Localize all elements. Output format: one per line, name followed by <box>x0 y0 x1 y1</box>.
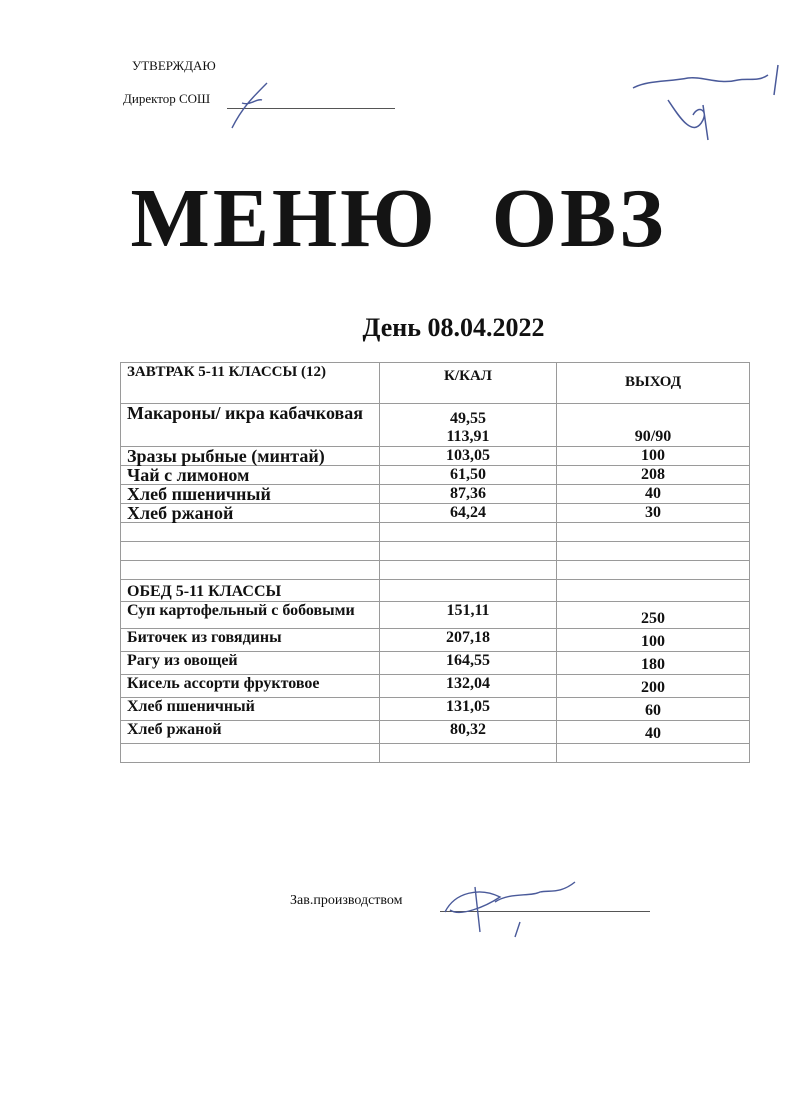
table-row <box>121 466 750 485</box>
dish-kcal: 103,05 <box>380 447 557 466</box>
empty-row <box>121 542 750 561</box>
table-row <box>121 721 750 744</box>
production-head-signature-icon <box>440 872 590 942</box>
dish-name: Хлеб пшеничный <box>121 485 380 504</box>
menu-date: День 08.04.2022 <box>362 313 545 342</box>
dish-yield: 100 <box>557 629 750 652</box>
table-row <box>121 485 750 504</box>
empty-row <box>121 523 750 542</box>
dish-name: Суп картофельный с бобовыми <box>121 602 380 629</box>
table-row <box>121 652 750 675</box>
page-title: МЕНЮ ОВЗ <box>130 172 667 265</box>
lunch-header-name: ОБЕД 5-11 КЛАССЫ <box>121 580 380 602</box>
dish-kcal: 207,18 <box>380 629 557 652</box>
table-row <box>121 602 750 629</box>
dish-yield: 30 <box>557 504 750 523</box>
breakfast-header-row <box>121 363 750 404</box>
table-row <box>121 629 750 652</box>
table-row <box>121 404 750 447</box>
dish-kcal: 64,24 <box>380 504 557 523</box>
dish-yield: 200 <box>557 675 750 698</box>
menu-table <box>120 362 750 763</box>
approval-block <box>123 58 216 106</box>
dish-name: Макароны/ икра кабачковая <box>121 404 380 447</box>
dish-yield: 60 <box>557 698 750 721</box>
dish-yield: 250 <box>557 602 750 629</box>
dish-kcal: 49,55 113,91 <box>380 404 557 447</box>
production-head-label: Зав.производством <box>290 893 403 908</box>
approve-label: УТВЕРЖДАЮ <box>132 58 216 73</box>
dish-name: Чай с лимоном <box>121 466 380 485</box>
dish-name: Зразы рыбные (минтай) <box>121 447 380 466</box>
dish-kcal: 61,50 <box>380 466 557 485</box>
director-signature-small-icon <box>222 78 282 138</box>
empty-row <box>121 561 750 580</box>
dish-yield: 100 <box>557 447 750 466</box>
dish-yield: 180 <box>557 652 750 675</box>
empty-row <box>121 744 750 763</box>
dish-name: Биточек из говядины <box>121 629 380 652</box>
table-row <box>121 675 750 698</box>
kcal-header: К/КАЛ <box>380 363 557 404</box>
dish-name: Кисель ассорти фруктовое <box>121 675 380 698</box>
lunch-header-row <box>121 580 750 602</box>
dish-kcal: 132,04 <box>380 675 557 698</box>
table-row <box>121 698 750 721</box>
breakfast-header-name: ЗАВТРАК 5-11 КЛАССЫ (12) <box>121 363 380 404</box>
director-label: Директор СОШ <box>123 91 211 106</box>
dish-yield: 208 <box>557 466 750 485</box>
dish-kcal: 80,32 <box>380 721 557 744</box>
dish-kcal: 164,55 <box>380 652 557 675</box>
yield-header: ВЫХОД <box>557 363 750 404</box>
dish-yield: 90/90 <box>557 404 750 447</box>
dish-name: Хлеб ржаной <box>121 721 380 744</box>
director-signature-icon <box>628 60 788 150</box>
table-row <box>121 447 750 466</box>
dish-kcal: 131,05 <box>380 698 557 721</box>
dish-kcal: 151,11 <box>380 602 557 629</box>
footer-block <box>290 893 403 909</box>
dish-name: Хлеб ржаной <box>121 504 380 523</box>
dish-yield: 40 <box>557 721 750 744</box>
dish-yield: 40 <box>557 485 750 504</box>
dish-name: Хлеб пшеничный <box>121 698 380 721</box>
dish-name: Рагу из овощей <box>121 652 380 675</box>
table-row <box>121 504 750 523</box>
dish-kcal: 87,36 <box>380 485 557 504</box>
